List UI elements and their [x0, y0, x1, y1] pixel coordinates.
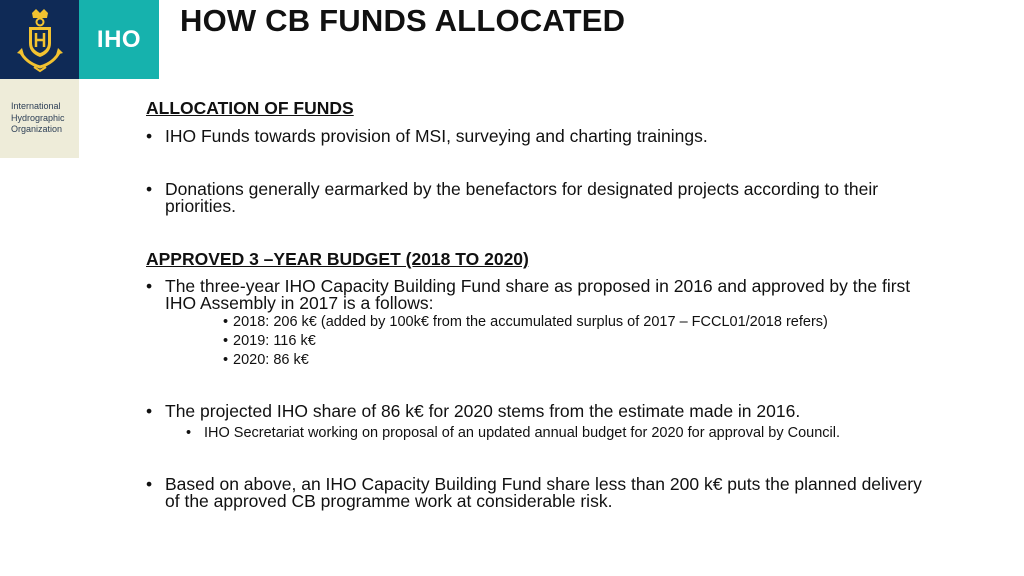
- iho-short-name: IHO: [96, 25, 142, 53]
- budget-heading: APPROVED 3 –YEAR BUDGET (2018 TO 2020): [146, 249, 529, 269]
- slide-title: HOW CB FUNDS ALLOCATED: [180, 3, 626, 38]
- bullet-item: • The projected IHO share of 86 k€ for 2020 stems from the estimate made in 2016.: [146, 403, 936, 420]
- org-line: International: [11, 101, 61, 111]
- bullet-item: • Based on above, an IHO Capacity Building Fund share less than 200 k€ puts the planned delivery of the approved CB programme work at considerable risk.: [146, 476, 936, 509]
- bullet-item: • The three-year IHO Capacity Building Fund share as proposed in 2016 and approved by the first IHO Assembly in 2017 is a follows:: [146, 278, 936, 311]
- iho-emblem: [0, 0, 79, 79]
- bullet-item: • Donations generally earmarked by the benefactors for designated projects according to their priorities.: [146, 181, 936, 214]
- org-line: Hydrographic: [11, 112, 65, 123]
- allocation-heading: ALLOCATION OF FUNDS: [146, 98, 354, 118]
- anchor-crest-icon: [12, 7, 68, 73]
- sub-bullet-item: • IHO Secretariat working on proposal of an updated annual budget for 2020 for approval by Council.: [186, 424, 840, 442]
- bullet-item: • IHO Funds towards provision of MSI, surveying and charting trainings.: [146, 128, 936, 145]
- organization-name-box: [0, 79, 79, 158]
- year-item: • 2018: 206 k€ (added by 100k€ from the accumulated surplus of 2017 – FCCL01/2018 refers): [223, 313, 828, 331]
- year-item: • 2020: 86 k€: [223, 351, 309, 369]
- iho-logo-wordmark: [79, 0, 159, 79]
- org-line: Organization: [11, 124, 63, 134]
- year-item: • 2019: 116 k€: [223, 332, 316, 350]
